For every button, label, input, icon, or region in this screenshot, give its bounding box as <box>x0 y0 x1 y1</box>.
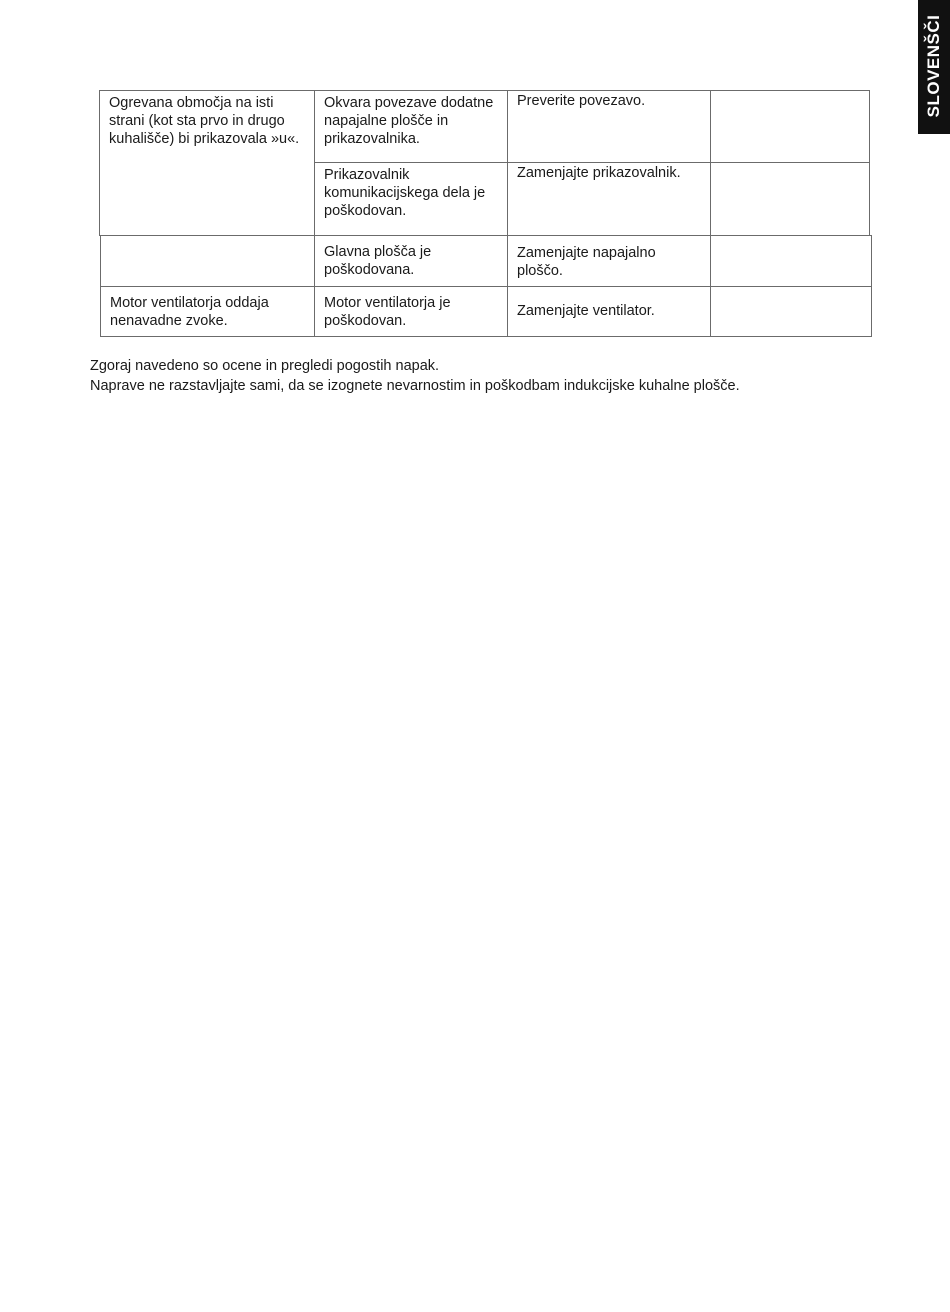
table-cell-extra <box>711 163 869 235</box>
note-disassembly-warning: Naprave ne razstavljajte sami, da se izognete nevarnostim in poškodbam indukcijske kuhalne plošče. <box>90 378 740 394</box>
table-cell-extra <box>711 236 871 286</box>
table-cell-symptom: Motor ventilatorja oddaja nenavadne zvoke. <box>110 295 269 329</box>
table-cell-symptom <box>101 236 314 286</box>
language-tab <box>918 0 950 134</box>
table-cell-solution: Preverite povezavo. <box>517 93 646 109</box>
table-cell-extra <box>711 287 871 336</box>
table-cell-solution: Zamenjajte ventilator. <box>517 303 655 319</box>
table-cell-symptom: Ogrevana območja na isti strani (kot sta prvo in drugo kuhališče) bi prikazovala »u«. <box>109 95 300 147</box>
table-border-right <box>871 235 872 337</box>
language-tab-label: SLOVENŠČI <box>924 14 943 118</box>
table-cell-extra <box>711 91 869 162</box>
table-border-bottom <box>100 336 872 337</box>
table-cell-cause: Okvara povezave dodatne napajalne plošče in prikazovalnika. <box>324 95 494 147</box>
table-cell-cause: Glavna plošča je poškodovana. <box>324 244 432 278</box>
table-cell-solution: Zamenjajte napajalno ploščo. <box>517 245 656 279</box>
note-common-faults: Zgoraj navedeno so ocene in pregledi pogostih napak. <box>90 358 440 374</box>
table-cell-cause: Prikazovalnik komunikacijskega dela je poškodovan. <box>324 167 486 219</box>
table-border-right <box>869 90 870 236</box>
table-cell-cause: Motor ventilatorja je poškodovan. <box>324 295 451 329</box>
table-cell-solution: Zamenjajte prikazovalnik. <box>517 165 681 181</box>
